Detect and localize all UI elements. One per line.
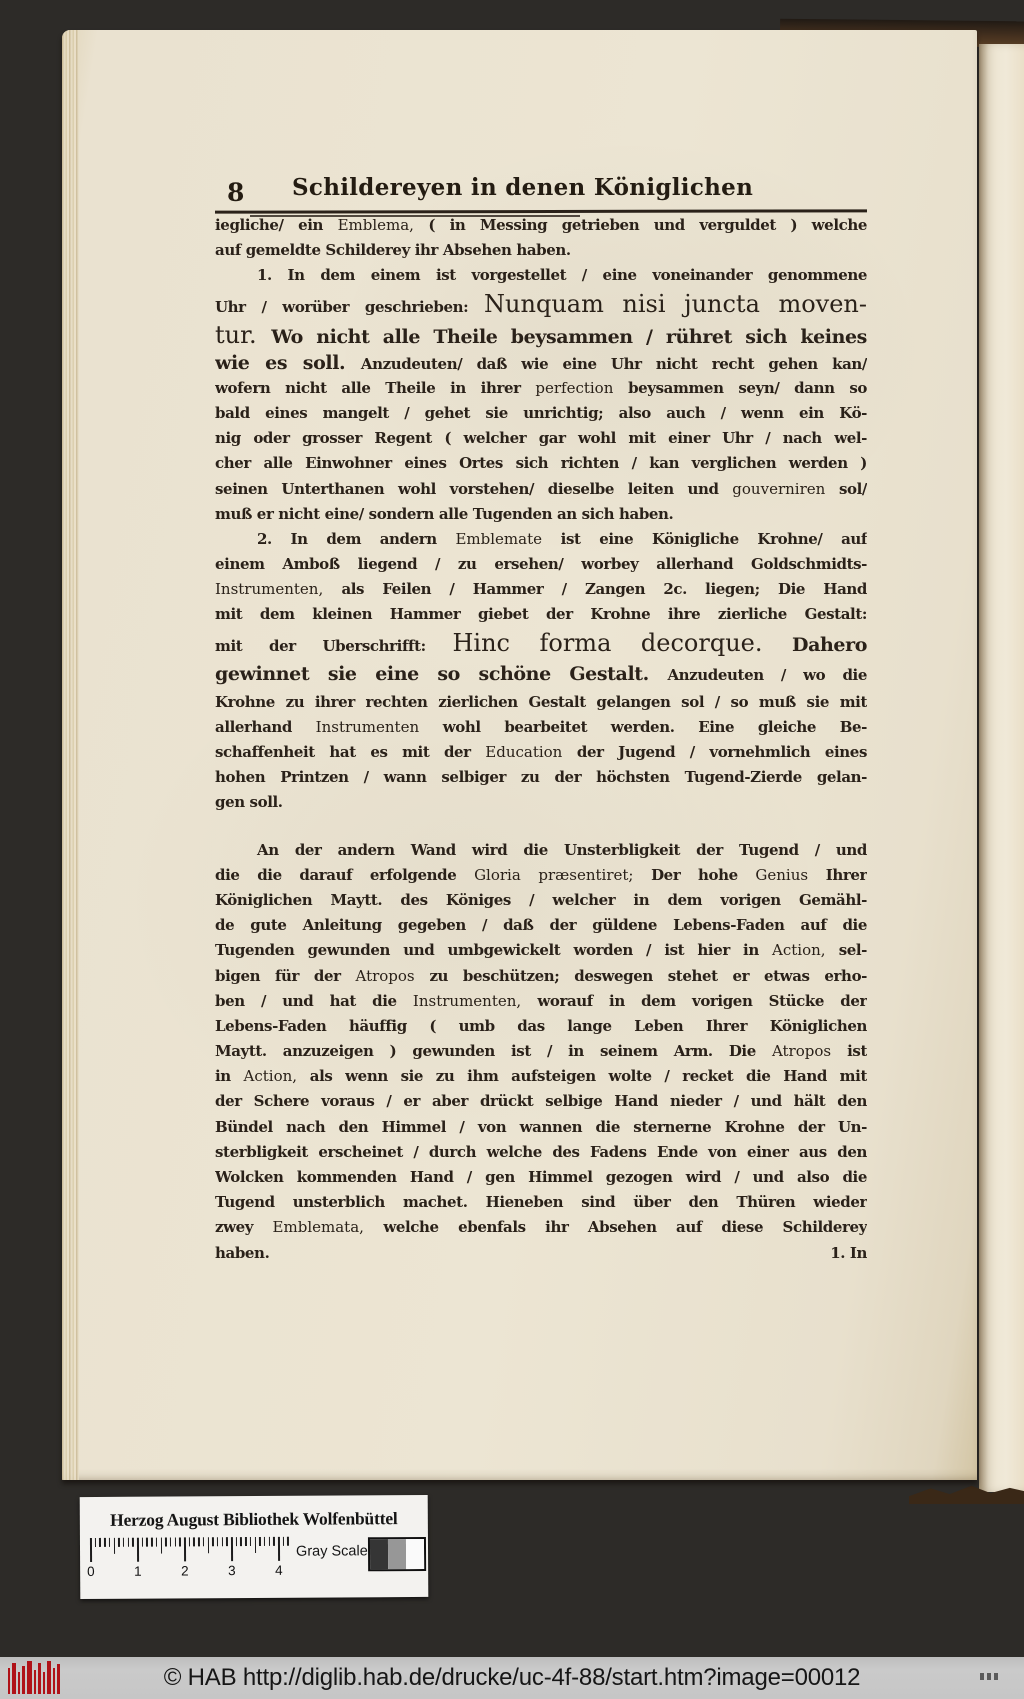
ruler-tick xyxy=(240,1537,242,1546)
grayscale-dark-swatch xyxy=(370,1539,388,1569)
fraktur-text: ( in Messing getrieben und verguldet ) welche xyxy=(428,216,867,234)
antiqua-text: Instrumenten, xyxy=(215,580,342,599)
fraktur-text: Wo nicht alle Theile beysammen / rühret sich keines xyxy=(271,325,867,348)
ruler-numbers xyxy=(87,1562,295,1580)
text-line xyxy=(215,602,867,627)
text-line xyxy=(215,1089,867,1114)
text-line xyxy=(215,863,867,888)
fraktur-text: cher alle Einwohner eines Ortes sich richten / kan verglichen werden ) xyxy=(215,454,867,473)
copyright-url: © HAB http://diglib.hab.de/drucke/uc-4f-88/start.htm?image=00012 xyxy=(163,1664,861,1691)
fraktur-text: einem Amboß liegend / zu ersehen/ worbey allerhand Goldschmidts- xyxy=(215,555,867,574)
text-line xyxy=(215,715,867,740)
text-line xyxy=(215,376,867,401)
fraktur-text: Königlichen Maytt. des Königes / welcher in dem vorigen Gemähl- xyxy=(215,890,867,909)
ruler-tick xyxy=(118,1538,120,1547)
text-line xyxy=(215,690,867,715)
ruler-tick xyxy=(156,1538,158,1547)
ruler-number: 4 xyxy=(275,1562,283,1578)
fraktur-text: mit der Uberschrifft: xyxy=(215,636,453,655)
antiqua-text: Emblemate xyxy=(455,529,561,548)
text-line xyxy=(215,1165,867,1190)
fraktur-text: muß er nicht eine/ sondern alle Tugenden an sich haben. xyxy=(215,504,674,523)
fraktur-text: 1. In dem einem ist vorgestellet / eine voneinander genommene xyxy=(257,266,867,285)
text-line xyxy=(215,1140,867,1165)
ruler-tick xyxy=(207,1537,209,1553)
gray-scale-label: Gray Scale xyxy=(295,1543,368,1560)
fraktur-text: nig oder grosser Regent ( welcher gar wohl mit einer Uhr / nach wel- xyxy=(215,429,867,448)
fraktur-text: welche ebenfals ihr Absehen auf diese Schilderey xyxy=(383,1218,867,1237)
text-line xyxy=(215,1039,867,1064)
ruler-tick xyxy=(193,1537,195,1546)
ruler-tick xyxy=(160,1538,162,1554)
text-line xyxy=(215,1014,867,1039)
text-line xyxy=(215,426,867,451)
gray-scale-swatches xyxy=(368,1537,426,1571)
fraktur-text: sel- xyxy=(838,941,867,960)
text-line xyxy=(215,989,867,1014)
fraktur-text: bald eines mangelt / gehet sie unrichtig; also auch / wenn ein Kö- xyxy=(215,403,867,422)
ruler-tick xyxy=(165,1538,167,1547)
ruler-tick xyxy=(113,1538,115,1554)
fraktur-text: beysammen seyn/ dann so xyxy=(628,378,867,397)
ruler-tick xyxy=(104,1538,106,1547)
ruler-tick xyxy=(175,1537,177,1546)
fraktur-text: gewinnet sie eine so schöne Gestalt. xyxy=(215,662,668,685)
ruler-tick xyxy=(236,1537,238,1546)
ruler-tick xyxy=(179,1537,181,1546)
fraktur-text: seinen Unterthanen wohl vorstehen/ dieselbe leiten und xyxy=(215,479,733,498)
fraktur-text: der Schere voraus / er aber drückt selbige Hand nieder / und hält den xyxy=(215,1092,867,1111)
fraktur-text: An der andern Wand wird die Unsterbligkeit der Tugend / und xyxy=(257,840,867,859)
antiqua-text: Action, xyxy=(243,1067,310,1086)
antiqua-text: Genius xyxy=(755,865,826,884)
antiqua-text: Action, xyxy=(772,941,839,960)
ruler-number: 3 xyxy=(228,1563,236,1579)
text-line xyxy=(215,502,867,527)
antiqua-text: Instrumenten, xyxy=(412,991,538,1010)
fraktur-text: in xyxy=(215,1067,244,1086)
fraktur-text: wohl bearbeitet werden. Eine gleiche Be- xyxy=(442,717,867,736)
text-line xyxy=(215,964,867,989)
grayscale-white-swatch xyxy=(406,1539,424,1569)
page-fore-edge xyxy=(62,30,79,1480)
facing-page-sliver xyxy=(979,44,1024,1492)
antiqua-text: Instrumenten xyxy=(315,717,443,736)
antiqua-text: Hinc forma decorque. xyxy=(452,628,793,657)
fraktur-text: ist xyxy=(847,1042,867,1061)
ruler-tick xyxy=(189,1537,191,1546)
antiqua-text: perfection xyxy=(535,378,629,397)
fraktur-text: Ihrer xyxy=(825,865,867,884)
fraktur-text: wie es soll. xyxy=(215,351,361,374)
ruler-tick xyxy=(212,1537,214,1546)
ruler-tick xyxy=(250,1537,252,1546)
fraktur-text: Tugenden gewunden und umbgewickelt worden / ist hier in xyxy=(215,941,773,960)
card-title: Herzog August Bibliothek Wolfenbüttel xyxy=(110,1508,398,1530)
fraktur-text: wofern nicht alle Theile in ihrer xyxy=(215,378,536,397)
fraktur-text: Lebens-Faden häuffig ( umb das lange Leben Ihrer Königlichen xyxy=(215,1016,867,1035)
text-line xyxy=(215,1064,867,1089)
text-line xyxy=(215,213,867,238)
text-line xyxy=(215,1190,867,1215)
text-line xyxy=(215,765,867,790)
ruler-tick xyxy=(245,1537,247,1546)
text-line xyxy=(215,577,867,602)
fraktur-text: Dahero xyxy=(792,633,867,656)
antiqua-text: Gloria præsentiret; xyxy=(474,865,652,884)
ruler-tick xyxy=(198,1537,200,1546)
ruler-tick xyxy=(132,1538,134,1547)
text-line xyxy=(215,1115,867,1140)
ruler-tick xyxy=(142,1538,144,1547)
fraktur-text: zu beschützen; deswegen stehet er etwas erho- xyxy=(429,966,867,985)
ruler-tick xyxy=(123,1538,125,1547)
fraktur-text: bigen für der xyxy=(215,966,356,985)
ruler-tick xyxy=(203,1537,205,1546)
book-page xyxy=(62,30,977,1480)
fraktur-text: der Jugend / vornehmlich eines xyxy=(576,743,867,761)
corner-marks xyxy=(980,1673,998,1680)
text-line xyxy=(215,320,867,351)
fraktur-text: iegliche/ ein xyxy=(215,216,338,234)
text-line xyxy=(215,659,867,690)
footer-strip xyxy=(0,1657,1024,1699)
fraktur-text: Wolcken kommenden Hand / gen Himmel gezogen wird / und also die xyxy=(215,1168,867,1186)
ruler-tick xyxy=(278,1537,280,1561)
text-line xyxy=(215,527,867,552)
ruler-tick xyxy=(226,1537,228,1546)
text-line xyxy=(215,628,867,659)
ruler-tick xyxy=(259,1537,261,1546)
fraktur-text: 2. In dem andern xyxy=(257,529,456,548)
ruler-tick xyxy=(287,1537,289,1546)
ruler-tick xyxy=(146,1538,148,1547)
text-line xyxy=(215,451,867,476)
fraktur-text: Krohne zu ihrer rechten zierlichen Gestalt gelangen sol / so muß sie mit xyxy=(215,692,867,711)
ruler xyxy=(90,1537,295,1564)
fraktur-text: zwey xyxy=(215,1218,273,1237)
ruler-tick xyxy=(269,1537,271,1546)
antiqua-text: Atropos xyxy=(355,966,430,985)
catchword: 1. In xyxy=(830,1243,867,1262)
ruler-number: 0 xyxy=(87,1563,95,1580)
fraktur-text: Anzudeuten/ daß wie eine Uhr nicht recht gehen kan/ xyxy=(360,354,867,373)
fraktur-text: Tugend unsterblich machet. Hieneben sind über den Thüren wieder xyxy=(215,1193,867,1212)
running-title: Schildereyen in denen Königlichen xyxy=(292,174,754,201)
ruler-tick xyxy=(283,1537,285,1546)
fraktur-text: allerhand xyxy=(215,717,316,736)
fraktur-text: de gute Anleitung gegeben / daß der güldene Lebens-Faden auf die xyxy=(215,916,867,935)
fraktur-text: schaffenheit hat es mit der xyxy=(215,743,486,761)
page-number: 8 xyxy=(227,178,245,207)
text-line xyxy=(215,913,867,938)
ruler-tick xyxy=(95,1538,97,1547)
text-line xyxy=(215,477,867,502)
ruler-number: 1 xyxy=(134,1563,142,1579)
ruler-tick xyxy=(151,1538,153,1547)
fraktur-text: gen soll. xyxy=(215,793,283,812)
calibration-card xyxy=(80,1495,429,1599)
text-line xyxy=(215,838,867,863)
fraktur-text: mit dem kleinen Hammer giebet der Krohne ihre zierliche Gestalt: xyxy=(215,605,867,624)
antiqua-text: Emblemata, xyxy=(272,1218,384,1237)
fraktur-text: Maytt. anzuzeigen ) gewunden ist / in seinem Arm. Die xyxy=(215,1042,772,1061)
ruler-tick xyxy=(217,1537,219,1546)
ruler-tick xyxy=(170,1538,172,1547)
fraktur-text: ben / und hat die xyxy=(215,991,413,1010)
text-line xyxy=(215,351,867,376)
ruler-tick xyxy=(99,1538,101,1547)
antiqua-text: gouverniren xyxy=(732,479,839,498)
text-line xyxy=(215,790,867,815)
fraktur-text: ist eine Königliche Krohne/ auf xyxy=(560,529,867,548)
fraktur-text: Uhr / worüber geschrieben: xyxy=(215,297,485,316)
ruler-number: 2 xyxy=(181,1563,189,1579)
text-line xyxy=(215,1215,867,1240)
page-header xyxy=(215,174,867,208)
text-line xyxy=(215,1241,867,1266)
fraktur-text: haben. xyxy=(215,1243,270,1262)
text-line xyxy=(215,401,867,426)
fraktur-text: die die darauf erfolgende xyxy=(215,865,475,884)
text-line xyxy=(215,238,867,263)
text-line xyxy=(215,289,867,320)
antiqua-text: tur. xyxy=(215,320,272,349)
grayscale-mid-swatch xyxy=(388,1539,406,1569)
antiqua-text: Education xyxy=(485,743,577,761)
text-line xyxy=(215,938,867,963)
ruler-tick xyxy=(254,1537,256,1553)
ruler-tick xyxy=(231,1537,233,1561)
ruler-tick xyxy=(137,1538,139,1562)
ruler-tick xyxy=(273,1537,275,1546)
antiqua-text: Nunquam nisi juncta moven- xyxy=(484,289,867,318)
fraktur-text: Der hohe xyxy=(651,865,756,884)
fraktur-text: hohen Printzen / wann selbiger zu der höchsten Tugend-Zierde gelan- xyxy=(215,768,867,787)
text-line xyxy=(215,888,867,913)
ruler-tick xyxy=(109,1538,111,1547)
fraktur-text: sterbligkeit erscheinet / durch welche des Fadens Ende von einer aus den xyxy=(215,1142,867,1161)
antiqua-text: Atropos xyxy=(771,1042,848,1061)
ruler-tick xyxy=(264,1537,266,1546)
fraktur-text: als wenn sie zu ihm aufsteigen wolte / recket die Hand mit xyxy=(309,1067,867,1086)
fraktur-text: als Feilen / Hammer / Zangen 2c. liegen; Die Hand xyxy=(341,580,867,599)
page-text xyxy=(215,213,867,1266)
ruler-tick xyxy=(90,1538,92,1562)
text-line xyxy=(215,263,867,288)
fraktur-text: worauf in dem vorigen Stücke der xyxy=(537,991,867,1010)
fraktur-text: Anzudeuten / wo die xyxy=(667,665,867,684)
card-row xyxy=(80,1529,428,1591)
text-line xyxy=(215,740,867,765)
ruler-tick xyxy=(128,1538,130,1547)
text-line xyxy=(215,552,867,577)
ruler-tick xyxy=(184,1537,186,1561)
fraktur-text: auf gemeldte Schilderey ihr Absehen haben. xyxy=(215,241,571,260)
antiqua-text: Emblema, xyxy=(337,216,429,234)
fraktur-text: Bündel nach den Himmel / von wannen die sternerne Krohne der Un- xyxy=(215,1117,867,1136)
facing-page-ragged-edge xyxy=(909,1478,1024,1504)
ruler-tick xyxy=(222,1537,224,1546)
fraktur-text: sol/ xyxy=(838,479,867,498)
